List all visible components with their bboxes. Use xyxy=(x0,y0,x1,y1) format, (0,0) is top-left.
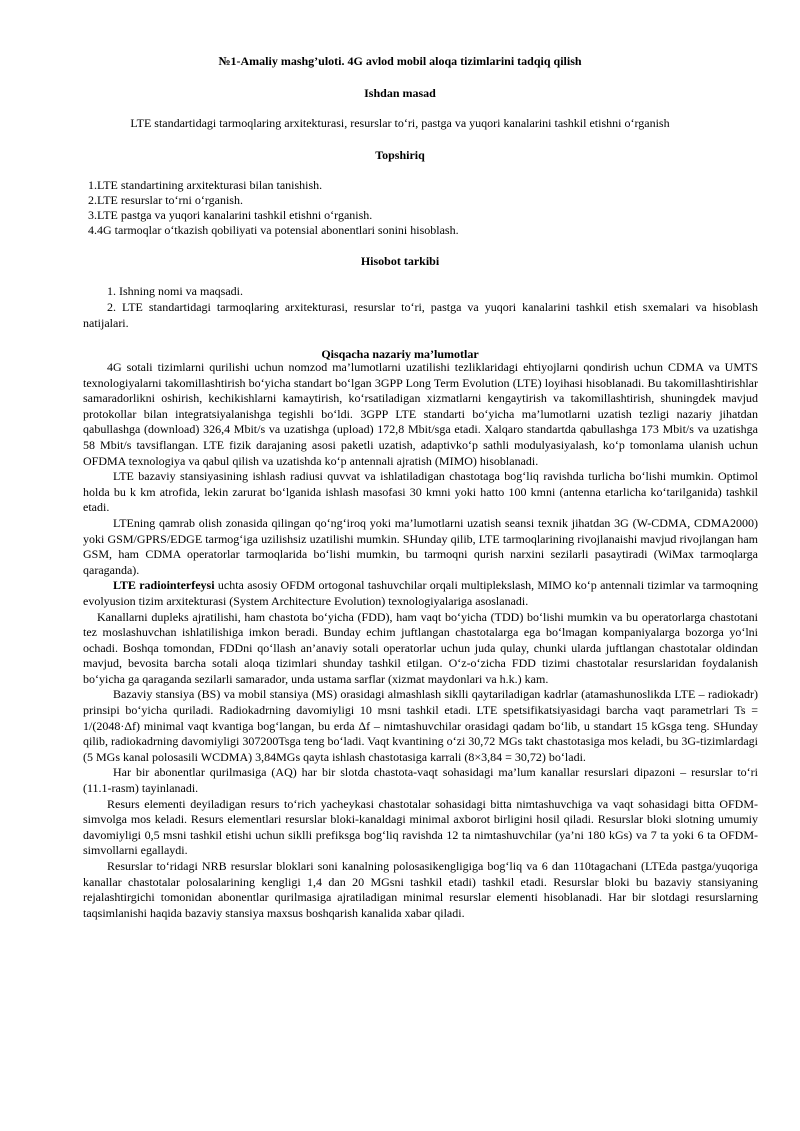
paragraph-text: Resurs elementi deyiladigan resurs to‘rich yacheykasi chastotalar sohasidagi bitta nimtashuvchiga va vaqt sohasidagi bitta OFDM-simvolga mos keladi. Resurs elementlari resurslar bloki-kanaldagi minimal axborot birligini hosil qiladi. Resurslar bloki slotning umumiy davomiyligi 0,5 msni tashkil etishi uchun siklli prefiksga bog‘liq ravishda 12 ta nimtashuvchilar (ya’ni 180 kGs) va 7 ta yoki 6 ta OFDM-simvollarni egallaydi. xyxy=(83,796,758,858)
report-item-text: 2. LTE standartidagi tarmoqlaring arxitekturasi, resurslar to‘ri, pastga va yuqori kanalarini tashkil etish sxemalari va hisoblash natijalari. xyxy=(83,300,758,330)
paragraph-text: LTE bazaviy stansiyasining ishlash radiusi quvvat va ishlatiladigan chastotaga bog‘liq ravishda turlicha bo‘lishi mumkin. Optimol holda bu k km atrofida, lekin zarurat bo‘lganida ishlash masofasi 30 kmni yoki hatto 100 kmni (antenna etarlicha ko‘tarilganida) tashkil etadi. xyxy=(83,469,758,515)
task-heading: Topshiriq xyxy=(375,148,425,162)
report-item xyxy=(83,284,758,300)
paragraph xyxy=(83,797,758,859)
task-item: 2.LTE resurslar to‘rni o‘rganish. xyxy=(88,193,243,207)
task-item: 1.LTE standartining arxitekturasi bilan tanishish. xyxy=(88,178,323,192)
paragraph-text: Bazaviy stansiya (BS) va mobil stansiya (MS) orasidagi almashlash siklli qaytariladigan kadrlar (atamashunoslikda LTE – radiokadr) prinsipi bo‘yicha quriladi. Radiokadrning davomiyligi 10 msni tashkil etadi. LTE spetsifikatsiyasidagi barcha vaqt parametrlari Ts = 1/(2048·Δf) minimal vaqt kvantiga bog‘langan, bu erda Δf – nimtashuvchilar orasidagi qadam bo‘lib, u standart 15 kGsga teng. SHunday qilib, radiokadrning davomiyligi 307200Tsga teng bo‘ladi. Vaqt kvantining o‘zi 30,72 MGs takt chastotasiga mos keladi, bu 3G-tizimlardagi (5 MGs kanal polosasili WCDMA) 3,84MGs qayta ishlash chastotasiga karrali (8×3,84 = 30,72) bo‘ladi. xyxy=(83,687,758,764)
goal-text: LTE standartidagi tarmoqlaring arxitekturasi, resurslar to‘ri, pastga va yuqori kanalarini tashkil etishni o‘rganish xyxy=(130,116,670,130)
task-item: 4.4G tarmoqlar o‘tkazish qobiliyati va potensial abonentlari sonini hisoblash. xyxy=(88,223,459,237)
paragraph xyxy=(83,360,758,469)
paragraph xyxy=(83,687,758,765)
task-item: 3.LTE pastga va yuqori kanalarini tashkil etishni o‘rganish. xyxy=(88,208,373,222)
document-title: №1-Amaliy mashg’uloti. 4G avlod mobil aloqa tizimlarini tadqiq qilish xyxy=(218,54,582,68)
paragraph xyxy=(83,469,758,516)
paragraph-text: LTEning qamrab olish zonasida qilingan qo‘ng‘iroq yoki ma’lumotlarni uzatish seansi texnik jihatdan 3G (W-CDMA, CDMA2000) yoki GSM/GPRS/EDGE tarmog‘iga uzilishsiz uzatilishi mumkin. SHunday qilib, LTE tarmoqlarining rivojlanaishi mavjud rivojlangan ham GSM, ham CDMA operatorlar tarmoqlarida bo‘lishi mumkin, bu tarmoqni qurish narxini sezilarli pasaytiradi (WiMax tarmoqlarga qaraganda). xyxy=(83,515,758,577)
paragraph xyxy=(83,610,758,688)
paragraph-text: 4G sotali tizimlarni qurilishi uchun nomzod ma’lumotlarni uzatilishi tezliklaridagi ehtiyojlarni qondirish uchun CDMA va UMTS texnologiyalarni takomillashtirish bo‘yicha standart bo‘lgan 3GPP Long Term Evolution (LTE) loyihasi hisoblanadi. Bu takomillashtirishlar samaradorlikni oshirish, kechikishlarni kamaytirish, ko‘rsatiladigan xizmatlarni kengaytirish va takomillashtirish, shuningdek mavjud protokollar bilan integratsiyalanishga tegishli bo‘ldi. 3GPP LTE standarti bo‘yicha ma’lumotlarni uzatish tezligi nazariy jihatdan qabullashga (download) 326,4 Mbit/s va uzatishga (upload) 172,8 Mbit/sga etadi. Xalqaro standartda qabullashga 173 Mbit/s va uzatishga 58 Mbit/s tavsiflangan. LTE fizik darajaning asosi paketli uzatish, adaptivko‘p sathli modulyasiyalash, ko‘p tomonlama ulanish uchun OFDMA texnologiya va qabul qilish va uzatishda ko‘p antennali ajratish (MIMO) hisoblanadi. xyxy=(83,360,758,468)
theory-heading: Qisqacha nazariy ma’lumotlar xyxy=(321,347,479,361)
goal-heading: Ishdan masad xyxy=(364,86,436,100)
paragraph-lead: LTE radiointerfeysi xyxy=(113,578,215,593)
paragraph xyxy=(83,859,758,921)
paragraph-text: uchta asosiy OFDM ortogonal tashuvchilar orqali multiplekslash, MIMO ko‘p antennali tizimlar va tarmoqning evolyusion tizim arxitekturasi (System Architecture Evolution) texnologiyalariga asoslanadi. xyxy=(83,578,759,608)
paragraph-text: Kanallarni dupleks ajratilishi, ham chastota bo‘yicha (FDD), ham vaqt bo‘yicha (TDD) bo‘lishi mumkin va bu operatorlarga chastotani tez moslashuvchan ishlatilishiga imkon beradi. Bunday echim juftlangan chastotalarga ega bo‘lmagan kompaniyalarga bozorga yo‘lni ochadi. Boshqa tomondan, FDDni qo‘llash an’anaviy sotali operatorlar uchun juda qulay, chunki ularda juftlangan chastotalar oldindan mavjud, bevosita barcha sotali aloqa tizimlari shunday tashkil etilgan. O‘z-o‘zicha FDD tizimi chastotalar resurslaridan foydalanish bo‘yicha ga qaraganda sezilarli samarador, unda ustama sarflar (xizmat maydonlari va h.k.) kam. xyxy=(83,609,758,686)
theory-body xyxy=(83,360,758,921)
paragraph-text: Har bir abonentlar qurilmasiga (AQ) har bir slotda chastota-vaqt sohasidagi ma’lum kanallar resurslari dipazoni – resurslar to‘ri (11.1-rasm) tayinlanadi. xyxy=(83,765,758,796)
paragraph xyxy=(83,516,758,578)
report-heading: Hisobot tarkibi xyxy=(360,254,440,268)
paragraph xyxy=(83,578,758,609)
report-item-text: 1. Ishning nomi va maqsadi. xyxy=(107,284,243,298)
report-item xyxy=(83,300,758,331)
paragraph-text: Resurslar to‘ridagi NRB resurslar bloklari soni kanalning polosasikengligiga bog‘liq va 6 dan 110tagachani (LTEda pastga/yuqoriga kanallar chastotalar polosalarining kengligi 1,4 dan 20 MGsni tashkil etadi) tashkil etadi. Resurslar bloki bu bazaviy stansiyaning rejalashtirgichi tomonidan abonentlar qurilmasiga ajratiladigan minimal resurslar elementi hisoblanadi. Har bir slotdagi resurslarning taqsimlanishi haqida bazaviy stansiya maxsus boshqarish kanalida xabar qiladi. xyxy=(83,859,758,920)
paragraph xyxy=(83,765,758,796)
